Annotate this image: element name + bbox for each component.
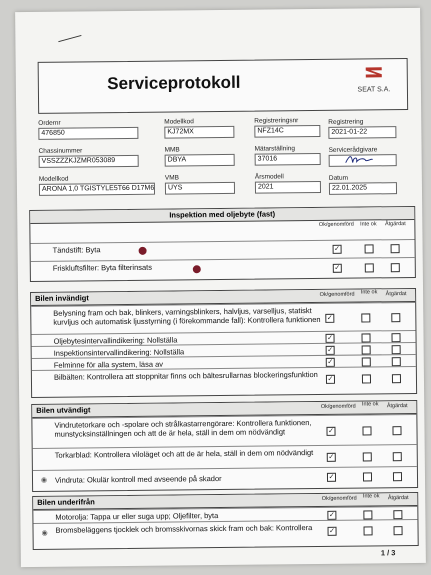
- info-mmb: MMB DBYA: [165, 146, 235, 167]
- page-number: 1 / 3: [380, 548, 396, 558]
- checklist-row: Friskluftsfilter: Byta filterinsats ✓: [31, 257, 415, 280]
- section-inspection: [29, 206, 416, 282]
- document-title: Serviceprotokoll: [107, 72, 241, 94]
- pen-mark: [57, 33, 83, 43]
- done-checkbox[interactable]: [392, 357, 401, 366]
- not-ok-checkbox[interactable]: [363, 472, 372, 481]
- ok-checkbox[interactable]: ✓: [326, 314, 333, 322]
- bullet-icon: ◉: [40, 476, 48, 484]
- done-checkbox[interactable]: [394, 526, 403, 535]
- column-ok-header: Ok/genomförd: [321, 495, 357, 502]
- section-inside: [30, 288, 417, 398]
- done-checkbox[interactable]: [392, 345, 401, 354]
- not-ok-checkbox[interactable]: [364, 526, 373, 535]
- column-not-ok-header: Inte ok: [360, 289, 378, 296]
- column-done-header: Åtgärdat: [384, 221, 406, 228]
- service-protocol-sheet: [15, 8, 426, 567]
- checklist-row: Tändstift: Byta ✓: [31, 239, 415, 262]
- info-service-advisor: Servicerådgivare: [329, 146, 397, 167]
- section-title: Bilen underifrån: [33, 493, 417, 510]
- info-vmb: VMB UYS: [165, 174, 235, 195]
- column-not-ok-header: Inte ok: [361, 401, 379, 408]
- ok-checkbox[interactable]: ✓: [327, 346, 334, 354]
- ok-checkbox[interactable]: ✓: [329, 527, 336, 535]
- column-done-header: Åtgärdat: [385, 291, 407, 298]
- ok-checkbox[interactable]: ✓: [327, 358, 334, 366]
- done-checkbox[interactable]: [393, 510, 402, 519]
- column-done-header: Åtgärdat: [387, 495, 409, 502]
- info-registration-number: Registreringsnr NFZ14C: [254, 117, 320, 138]
- not-ok-checkbox[interactable]: [362, 426, 371, 435]
- column-ok-header: Ok/genomförd: [318, 221, 354, 228]
- info-model-year: Årsmodell 2021: [255, 173, 321, 194]
- checklist-row: ◉ Vindruta: Okulär kontroll med avseende på skador ✓: [33, 466, 417, 491]
- seat-s-icon: [365, 65, 383, 79]
- ok-checkbox[interactable]: ✓: [327, 375, 334, 383]
- not-ok-checkbox[interactable]: [361, 313, 370, 322]
- checklist-row: Bilbälten: Kontrollera att stoppnitar finns och bältesrullarnas blockeringsfunktion ✓: [32, 366, 416, 397]
- section-under: [32, 492, 419, 550]
- column-not-ok-header: Inte ok: [360, 221, 377, 228]
- done-checkbox[interactable]: [391, 313, 400, 322]
- not-ok-checkbox[interactable]: [363, 510, 372, 519]
- done-checkbox[interactable]: [393, 472, 402, 481]
- checklist-row: Belysning fram och bak, blinkers, varningsblinkers, halvljus, varselljus, statiskt kurvljus och automatisk ljusstyrning (i förekommande fall): Kontrollera funktionen ✓: [31, 302, 415, 335]
- column-done-header: Åtgärdat: [386, 403, 408, 410]
- brand-name: SEAT S.A.: [357, 86, 391, 94]
- vehicle-info: [38, 116, 407, 210]
- signature-mark: [344, 154, 374, 164]
- document-header: [38, 58, 409, 114]
- column-ok-header: Ok/genomförd: [320, 403, 356, 410]
- checklist-row: Motorolja: Tappa ur eller suga upp; Oljefilter, byta ✓: [33, 506, 417, 524]
- not-ok-checkbox[interactable]: [365, 244, 374, 253]
- info-order-number: Ordernr 476850: [38, 119, 138, 140]
- checklist-row: Inspektionsintervallindikering: Nollställa ✓: [32, 342, 416, 359]
- not-ok-checkbox[interactable]: [365, 263, 374, 272]
- info-chassis-number: Chassinummer VSSZZZKJZMR053089: [39, 147, 139, 168]
- seat-logo: [354, 65, 394, 105]
- info-registration-date: Registrering 2021-01-22: [328, 118, 396, 139]
- done-checkbox[interactable]: [393, 452, 402, 461]
- ok-checkbox[interactable]: ✓: [328, 453, 335, 461]
- not-ok-checkbox[interactable]: [361, 333, 370, 342]
- ok-checkbox[interactable]: ✓: [327, 334, 334, 342]
- ok-checkbox[interactable]: ✓: [328, 427, 334, 435]
- checklist-row: Vindrutetorkare och -spolare och strålkastarrengörare: Kontrollera funktionen, munstycksinställningen och att de är hela, ställ in dem om nödvändigt ✓: [32, 414, 416, 449]
- checklist-row: Torkarblad: Kontrollera viloläget och att de är hela, ställ in dem om nödvändigt ✓: [33, 444, 417, 471]
- checklist-row: Felminne för alla system, läsa av ✓: [32, 354, 416, 371]
- checklist-row: ◉ Bromsbeläggens tjocklek och bromsskivornas skick fram och bak: Kontrollera ✓: [33, 519, 417, 548]
- not-ok-checkbox[interactable]: [362, 345, 371, 354]
- info-odometer: Mätarställning 37016: [255, 145, 321, 166]
- ok-checkbox[interactable]: ✓: [328, 473, 335, 481]
- info-model: Modellkod ARONA 1,0 TGISTYLE5T66 D17M6: [39, 175, 155, 196]
- red-marker-dot: [139, 247, 147, 255]
- column-ok-header: Ok/genomförd: [319, 291, 355, 298]
- done-checkbox[interactable]: [391, 333, 400, 342]
- checklist-row: Oljebytesintervallindikering: Nollställa ✓: [31, 330, 415, 347]
- info-date: Datum 22.01.2025: [329, 174, 397, 195]
- red-marker-dot: [193, 265, 201, 273]
- done-checkbox[interactable]: [392, 426, 401, 435]
- done-checkbox[interactable]: [391, 263, 400, 272]
- section-title: Bilen utvändigt: [32, 401, 416, 418]
- section-title: Inspektion med oljebyte (fast): [30, 207, 414, 224]
- done-checkbox[interactable]: [392, 374, 401, 383]
- ok-checkbox[interactable]: ✓: [328, 511, 335, 519]
- not-ok-checkbox[interactable]: [363, 452, 372, 461]
- ok-checkbox[interactable]: ✓: [334, 264, 341, 272]
- bullet-icon: ◉: [41, 529, 48, 537]
- column-not-ok-header: Inte ok: [362, 493, 380, 500]
- not-ok-checkbox[interactable]: [362, 357, 371, 366]
- info-model-code: Modellkod KJ72MX: [164, 118, 234, 139]
- not-ok-checkbox[interactable]: [362, 374, 371, 383]
- done-checkbox[interactable]: [391, 244, 400, 253]
- section-outside: [31, 400, 418, 492]
- section-title: Bilen invändigt: [31, 289, 415, 306]
- ok-checkbox[interactable]: ✓: [334, 245, 341, 253]
